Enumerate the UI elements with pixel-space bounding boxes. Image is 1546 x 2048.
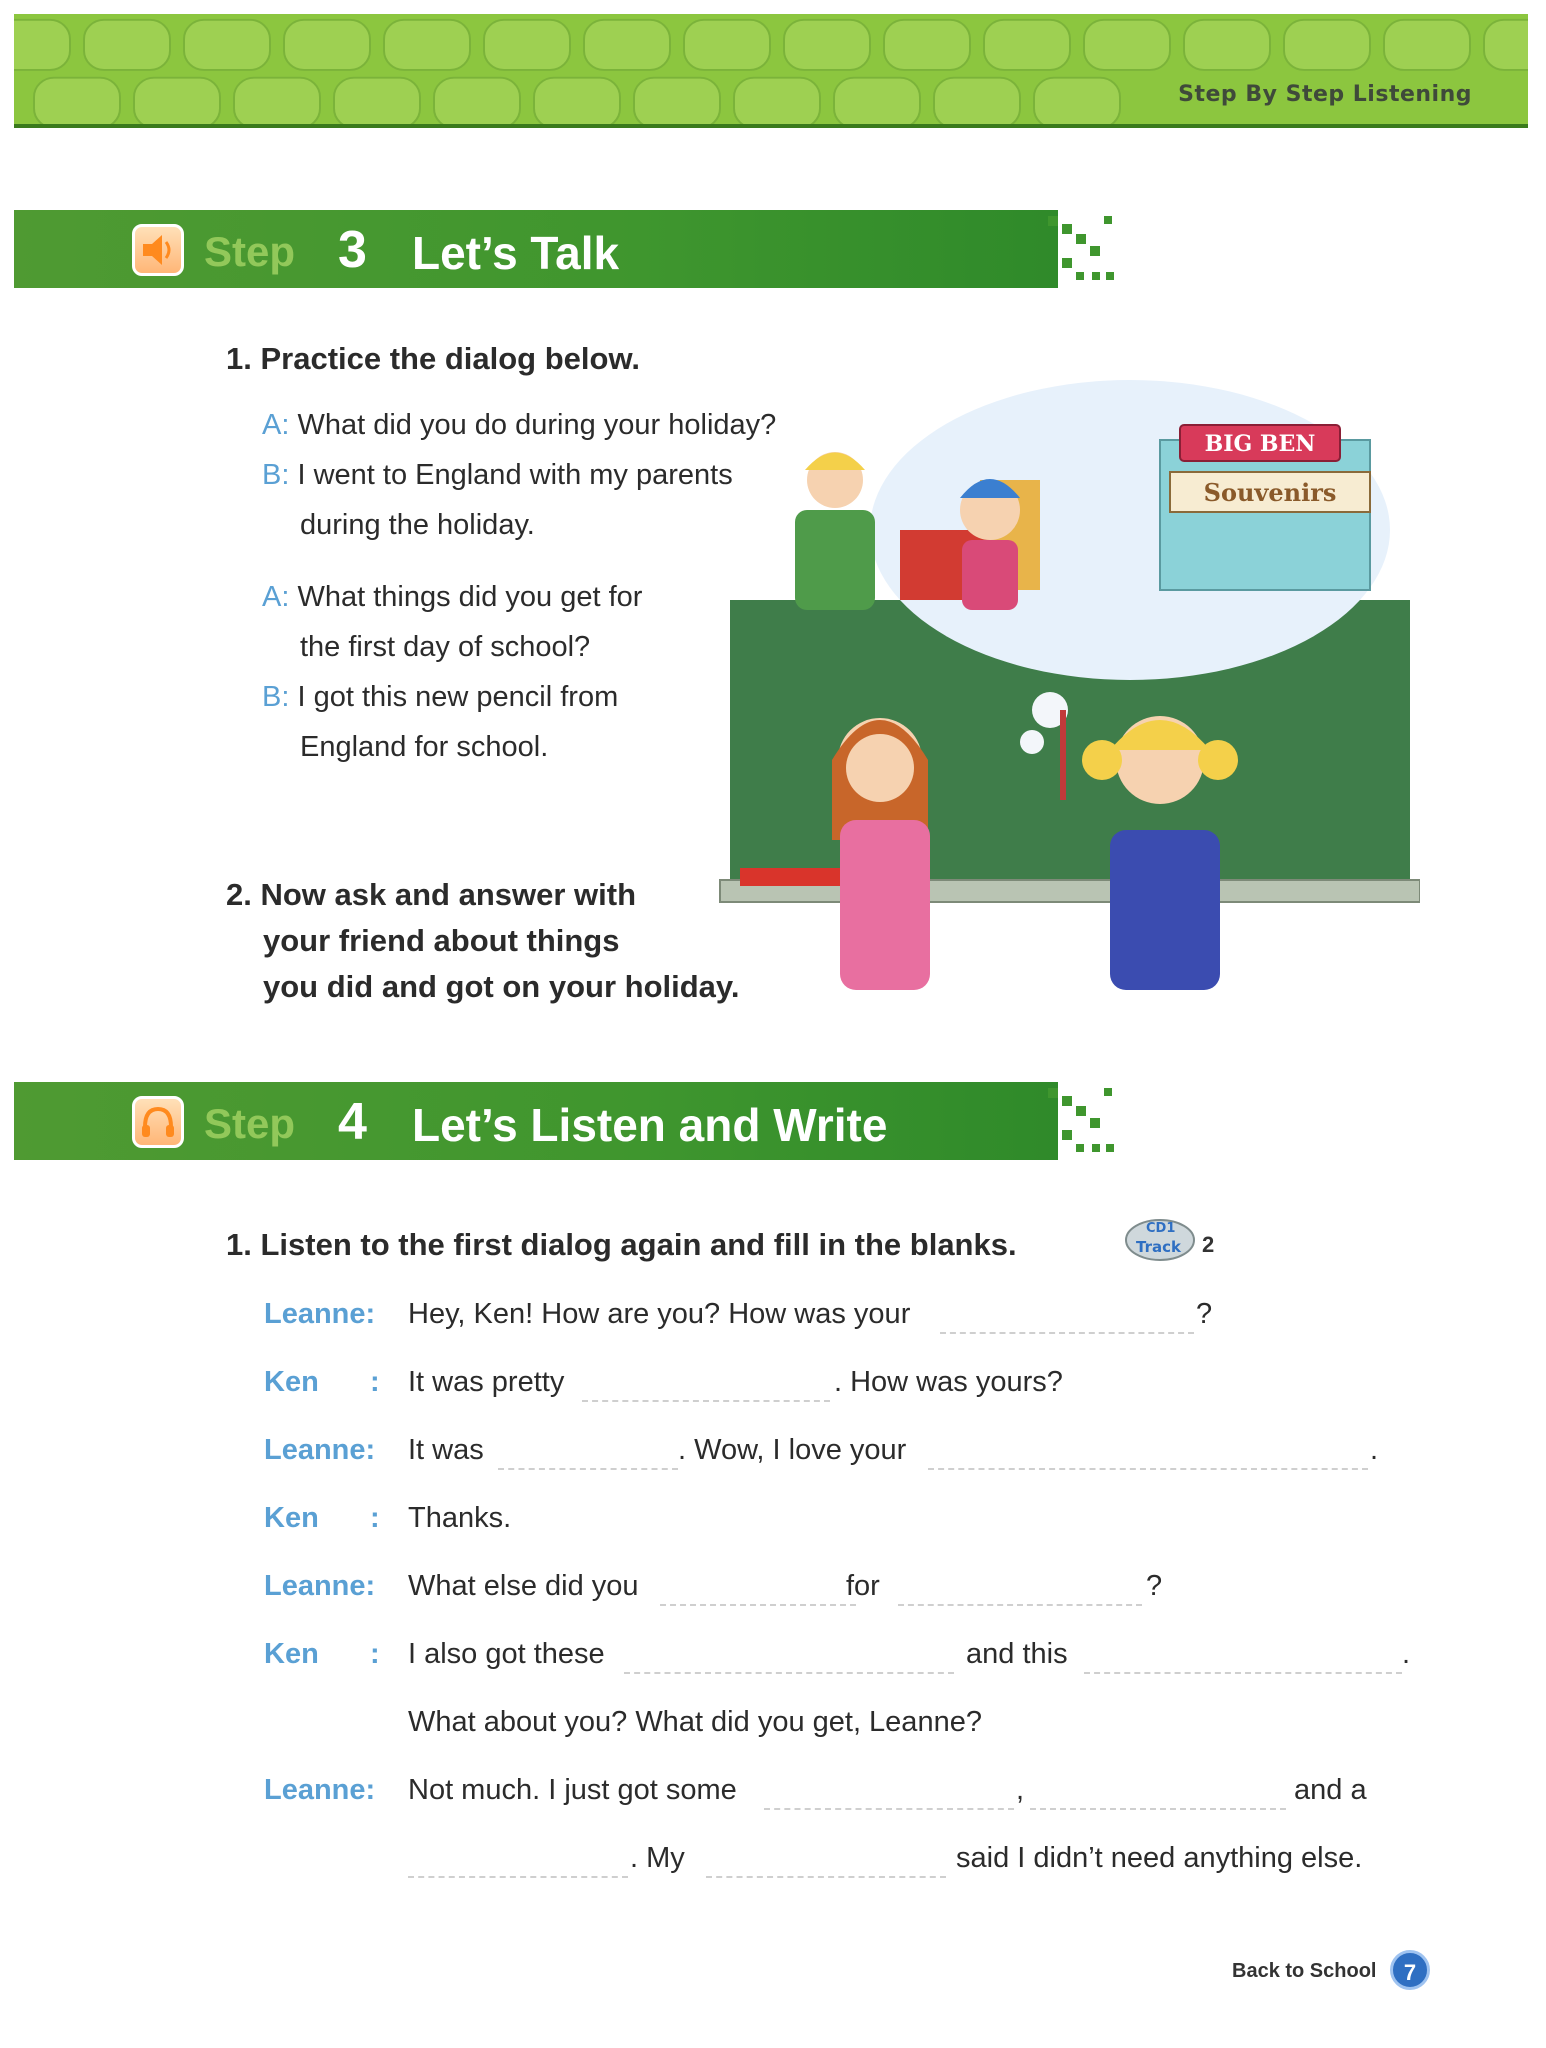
- row-text: Hey, Ken! How are you? How was your: [408, 1298, 911, 1330]
- speaker-colon: :: [370, 1638, 380, 1670]
- fill-row: [264, 1638, 1414, 1682]
- step4-instruction: 1. Listen to the first dialog again and fill in the blanks.: [226, 1227, 1017, 1262]
- answer-blank[interactable]: [1084, 1672, 1402, 1674]
- speaker-colon: :: [370, 1502, 380, 1534]
- fill-row: [264, 1706, 1414, 1750]
- dialog-line: [262, 572, 642, 622]
- pixel-decoration: [1040, 1082, 1130, 1160]
- row-text: What about you? What did you get, Leanne?: [408, 1706, 982, 1738]
- row-text: for: [846, 1570, 880, 1602]
- step4-word: Step: [204, 1100, 296, 1147]
- step3-instruction-2-line2: your friend about things: [263, 923, 620, 958]
- row-text: ?: [1196, 1298, 1213, 1330]
- answer-blank[interactable]: [764, 1808, 1014, 1810]
- answer-blank[interactable]: [940, 1332, 1194, 1334]
- answer-blank[interactable]: [408, 1876, 628, 1878]
- series-title: Step By Step Listening: [1178, 82, 1472, 107]
- step3-title: Let’s Talk: [412, 227, 620, 279]
- dialog-text: What things did you get for: [297, 581, 643, 613]
- row-text: ,: [1016, 1774, 1025, 1806]
- dialog-speaker: B:: [262, 459, 290, 491]
- row-text: It was: [408, 1434, 484, 1466]
- speaker-name: Ken: [264, 1502, 319, 1534]
- fill-row: [264, 1570, 1414, 1614]
- step4-number: 4: [338, 1093, 367, 1151]
- row-text: . My: [630, 1842, 685, 1874]
- dialog-continuation: the first day of school?: [300, 631, 591, 663]
- cd-label: CD1: [1146, 1221, 1176, 1236]
- speaker-icon: [132, 224, 184, 276]
- row-text: .: [1402, 1638, 1411, 1670]
- answer-blank[interactable]: [660, 1604, 856, 1606]
- answer-blank[interactable]: [706, 1876, 946, 1878]
- row-text: .: [1370, 1434, 1379, 1466]
- dialog-speaker: B:: [262, 681, 290, 713]
- speaker-name: Ken: [264, 1638, 319, 1670]
- speaker-name: Ken: [264, 1366, 319, 1398]
- track-label: Track: [1136, 1238, 1181, 1256]
- page-number: 7: [1390, 1950, 1430, 1990]
- row-text: said I didn’t need anything else.: [956, 1842, 1363, 1874]
- step3-instruction-2-line3: you did and got on your holiday.: [263, 969, 740, 1004]
- row-text: ?: [1146, 1570, 1163, 1602]
- answer-blank[interactable]: [498, 1468, 678, 1470]
- holiday-illustration: [700, 380, 1420, 1020]
- track-number: 2: [1202, 1232, 1215, 1257]
- dialog-continuation: England for school.: [300, 731, 549, 763]
- step4-header-bar: [14, 1082, 1058, 1160]
- speaker-name: Leanne:: [264, 1774, 376, 1806]
- row-text: . Wow, I love your: [678, 1434, 907, 1466]
- speaker-colon: :: [370, 1366, 380, 1398]
- dialog-line: [262, 672, 618, 722]
- dialog-speaker: A:: [262, 581, 290, 613]
- speaker-name: Leanne:: [264, 1298, 376, 1330]
- row-text: What else did you: [408, 1570, 639, 1602]
- dialog-line: [262, 450, 733, 500]
- speaker-name: Leanne:: [264, 1570, 376, 1602]
- top-banner: [14, 14, 1528, 128]
- fill-row: [264, 1502, 1414, 1546]
- step3-header-bar: [14, 210, 1058, 288]
- answer-blank[interactable]: [1030, 1808, 1286, 1810]
- footer-unit-title: Back to School: [1232, 1960, 1377, 1982]
- step4-title: Let’s Listen and Write: [412, 1099, 888, 1151]
- answer-blank[interactable]: [582, 1400, 830, 1402]
- headphones-icon: [132, 1096, 184, 1148]
- sign-souvenirs: Souvenirs: [1203, 478, 1337, 507]
- dialog-continuation: during the holiday.: [300, 509, 535, 541]
- step3-instruction-1: 1. Practice the dialog below.: [226, 341, 641, 376]
- row-text: It was pretty: [408, 1366, 565, 1398]
- answer-blank[interactable]: [624, 1672, 954, 1674]
- dialog-text: I got this new pencil from: [297, 681, 619, 713]
- row-text: I also got these: [408, 1638, 605, 1670]
- dialog-text: I went to England with my parents: [297, 459, 733, 491]
- row-text: . How was yours?: [834, 1366, 1063, 1398]
- answer-blank[interactable]: [928, 1468, 1368, 1470]
- banner-tile-pattern: [14, 14, 1528, 124]
- speaker-name: Leanne:: [264, 1434, 376, 1466]
- pixel-decoration: [1040, 210, 1130, 288]
- row-text: and this: [966, 1638, 1068, 1670]
- fill-row: [264, 1366, 1414, 1410]
- row-text: Not much. I just got some: [408, 1774, 737, 1806]
- fill-row: [264, 1298, 1414, 1342]
- dialog-speaker: A:: [262, 409, 290, 441]
- row-text: and a: [1294, 1774, 1367, 1806]
- fill-row: [264, 1774, 1414, 1818]
- step3-number: 3: [338, 221, 367, 279]
- cd-track-badge: [1122, 1212, 1198, 1262]
- dialog-text: What did you do during your holiday?: [297, 409, 777, 441]
- sign-big-ben: BIG BEN: [1204, 431, 1316, 457]
- answer-blank[interactable]: [898, 1604, 1142, 1606]
- step3-word: Step: [204, 228, 296, 275]
- step3-instruction-2: 2. Now ask and answer with: [226, 877, 637, 912]
- fill-row: [264, 1842, 1414, 1886]
- fill-row: [264, 1434, 1414, 1478]
- row-text: Thanks.: [408, 1502, 512, 1534]
